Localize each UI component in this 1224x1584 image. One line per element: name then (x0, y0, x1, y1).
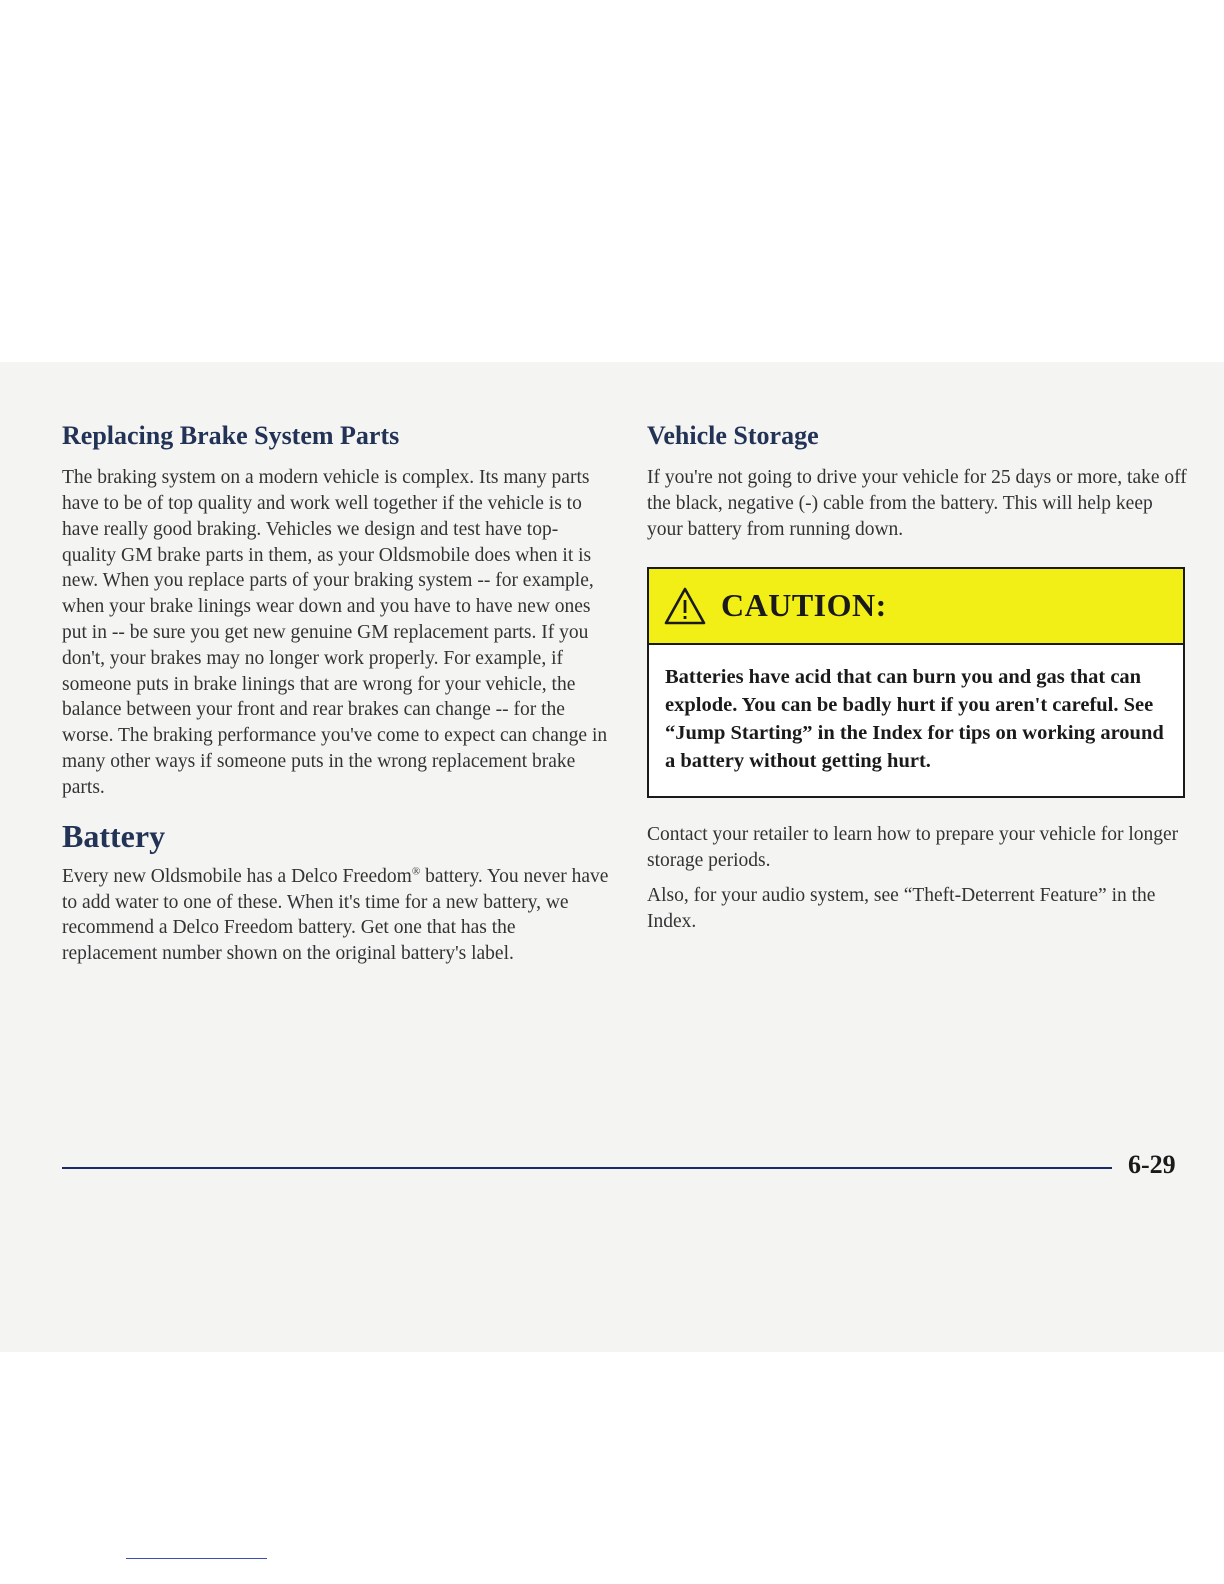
registered-mark: ® (411, 865, 421, 878)
bottom-divider (126, 1558, 267, 1559)
vehicle-storage-heading: Vehicle Storage (647, 421, 819, 450)
left-column (62, 420, 610, 977)
vehicle-storage-paragraph: If you're not going to drive your vehicle for 25 days or more, take off the black, negative (-) cable from the battery. This will help keep your battery from running down. (647, 467, 1187, 540)
battery-heading: Battery (62, 817, 166, 854)
caution-header (649, 569, 1183, 645)
right-column (647, 420, 1187, 945)
battery-text-start: Every new Oldsmobile has a Delco Freedom (62, 865, 412, 887)
audio-paragraph: Also, for your audio system, see “Theft-Deterrent Feature” in the Index. (647, 885, 1156, 933)
caution-title: CAUTION: (721, 587, 887, 624)
warning-triangle-icon (663, 586, 707, 626)
battery-text-end: battery. You never have to add water to one of these. When it's time for a new battery, we recommend a Delco Freedom battery. Get one that has the replacement number shown on the original battery's label. (62, 865, 609, 965)
page-number: 6-29 (1128, 1150, 1176, 1179)
brake-parts-heading: Replacing Brake System Parts (62, 421, 400, 450)
footer-rule (62, 1167, 1112, 1169)
retailer-paragraph: Contact your retailer to learn how to prepare your vehicle for longer storage periods. (647, 823, 1179, 871)
caution-text: Batteries have acid that can burn you and gas that can explode. You can be badly hurt if you aren't careful. See “Jump Starting” in the Index for tips on working around a battery without getting hurt. (665, 665, 1164, 773)
caution-box (647, 567, 1185, 798)
battery-paragraph (62, 864, 610, 967)
brake-parts-paragraph: The braking system on a modern vehicle is complex. Its many parts have to be of top quality and work well together if the vehicle is to have really good braking. Vehicles we design and test have top-quality GM brake parts in them, as your Oldsmobile does when it is new. When you replace parts of your braking system -- for example, when your brake linings wear down and you have to have new ones put in -- be sure you get new genuine GM replacement parts. If you don't, your brakes may no longer work properly. For example, if someone puts in brake linings that are wrong for your vehicle, the balance between your front and rear brakes can change -- for the worse. The braking performance you've come to expect can change in many other ways if someone puts in the wrong replacement brake parts. (62, 467, 608, 798)
